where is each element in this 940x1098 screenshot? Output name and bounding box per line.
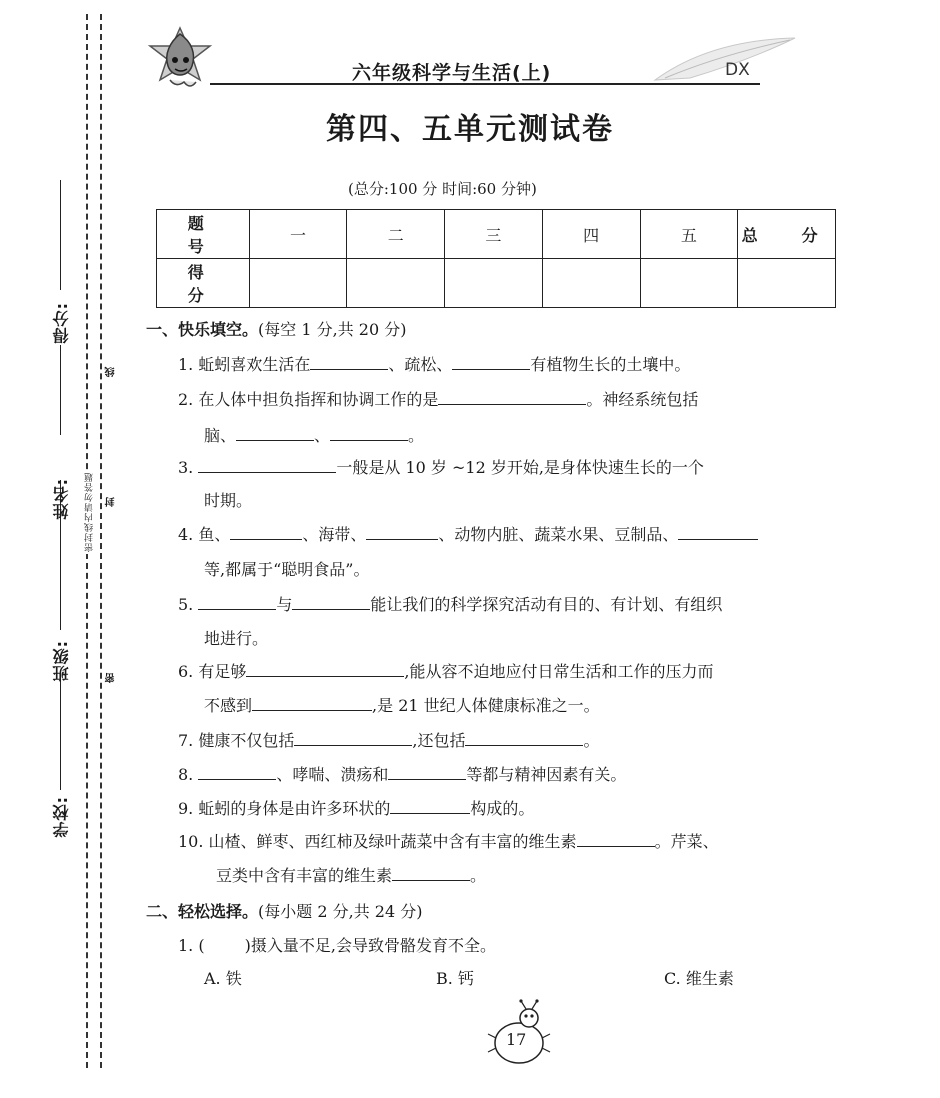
cell-part-4: 四	[542, 210, 640, 259]
section2-heading	[146, 899, 422, 922]
score-line	[60, 180, 61, 290]
cell-part-5: 五	[640, 210, 738, 259]
school-field	[26, 796, 96, 837]
section1-heading	[146, 317, 406, 340]
cell-question-number-label: 题 号	[157, 210, 250, 259]
answer-blank[interactable]	[246, 661, 404, 677]
answer-blank[interactable]	[294, 730, 412, 746]
answer-blank[interactable]	[292, 594, 370, 610]
section2-title: 二、轻松选择。	[146, 902, 259, 921]
option-c[interactable]: C. 维生素	[664, 969, 734, 988]
mascot-icon	[140, 20, 220, 100]
answer-blank[interactable]	[198, 457, 336, 473]
score-input-2[interactable]	[347, 259, 445, 308]
answer-blank[interactable]	[198, 764, 276, 780]
question-6: 6. 有足够 ,能从容不迫地应付日常生活和工作的压力而	[178, 662, 714, 681]
question-10: 10. 山楂、鲜枣、西红柿及绿叶蔬菜中含有丰富的维生素 。芹菜、	[178, 832, 719, 851]
school-label: 学校:	[51, 796, 71, 838]
answer-blank[interactable]	[198, 594, 276, 610]
question-6-cont: 不感到 ,是 21 世纪人体健康标准之一。	[204, 696, 600, 715]
answer-blank[interactable]	[678, 524, 758, 540]
subject-title: 六年级科学与生活(上)	[352, 62, 552, 84]
option-a[interactable]: A. 铁	[204, 969, 242, 988]
seal-word-close: 密	[104, 670, 124, 686]
question-2: 2. 在人体中担负指挥和协调工作的是 。神经系统包括	[178, 390, 699, 409]
option-b[interactable]: B. 钙	[436, 969, 474, 988]
score-table-score-row	[157, 259, 836, 308]
cell-score-label: 得 分	[157, 259, 250, 308]
score-label: 得分:	[51, 302, 71, 344]
question-4: 4. 鱼、 、海带、 、动物内脏、蔬菜水果、豆制品、	[178, 522, 758, 545]
question-2-cont: 脑、 、 。	[204, 426, 425, 445]
answer-blank[interactable]	[388, 764, 466, 780]
seal-word-seal: 封	[104, 494, 124, 510]
cell-part-3: 三	[445, 210, 543, 259]
class-label: 班级:	[51, 640, 71, 682]
class-field	[26, 640, 96, 681]
answer-blank[interactable]	[390, 798, 470, 814]
score-field	[26, 302, 96, 343]
answer-blank[interactable]	[310, 354, 388, 370]
question-5-cont: 地进行。	[204, 629, 269, 648]
answer-blank[interactable]	[465, 730, 583, 746]
question-3-cont: 时期。	[204, 491, 253, 510]
question-9: 9. 蚯蚓的身体是由许多环状的 构成的。	[178, 799, 535, 818]
answer-blank[interactable]	[252, 695, 372, 711]
answer-blank[interactable]	[366, 524, 438, 540]
page-number: 17	[506, 1030, 527, 1049]
section2-note: (每小题 2 分,共 24 分)	[258, 902, 423, 921]
name-line	[60, 345, 61, 435]
score-input-5[interactable]	[640, 259, 738, 308]
answer-blank[interactable]	[330, 425, 408, 441]
question-7: 7. 健康不仅包括 ,还包括 。	[178, 731, 600, 750]
score-table	[156, 209, 836, 308]
choice-question-1: 1. ( )摄入量不足,会导致骨骼发育不全。	[178, 936, 496, 955]
school-line	[60, 680, 61, 790]
question-1: 1. 蚯蚓喜欢生活在 、疏松、 有植物生长的土壤中。	[178, 355, 691, 374]
cell-total-label: 总 分	[738, 210, 836, 259]
answer-blank[interactable]	[392, 865, 470, 881]
section1-title: 一、快乐填空。	[146, 320, 259, 339]
score-table-header-row	[157, 210, 836, 259]
score-input-1[interactable]	[249, 259, 347, 308]
question-10-cont: 豆类中含有丰富的维生素 。	[216, 866, 487, 885]
seal-notice: 密封线内请勿答题	[85, 472, 95, 552]
question-5: 5. 与 能让我们的科学探究活动有目的、有计划、有组织	[178, 595, 723, 614]
score-input-total[interactable]	[738, 259, 836, 308]
seal-word-line: 线	[104, 364, 124, 380]
answer-blank[interactable]	[236, 425, 314, 441]
question-4-cont: 等,都属于“聪明食品”。	[204, 560, 370, 579]
cell-part-2: 二	[347, 210, 445, 259]
answer-blank[interactable]	[230, 524, 302, 540]
edition-code: DX	[725, 60, 750, 80]
question-3: 3. 一般是从 10 岁 ~12 岁开始,是身体快速生长的一个	[178, 458, 704, 477]
section1-note: (每空 1 分,共 20 分)	[258, 320, 407, 339]
answer-blank[interactable]	[438, 389, 586, 405]
cell-part-1: 一	[249, 210, 347, 259]
answer-blank[interactable]	[452, 354, 530, 370]
score-input-3[interactable]	[445, 259, 543, 308]
exam-meta: (总分:100 分 时间:60 分钟)	[348, 180, 537, 198]
page-title: 第四、五单元测试卷	[326, 112, 614, 147]
name-label: 姓名:	[51, 478, 71, 520]
question-8: 8. 、哮喘、溃疡和 等都与精神因素有关。	[178, 765, 627, 784]
seal-dashed-line-inner	[100, 14, 102, 1068]
answer-blank[interactable]	[577, 831, 655, 847]
score-input-4[interactable]	[542, 259, 640, 308]
